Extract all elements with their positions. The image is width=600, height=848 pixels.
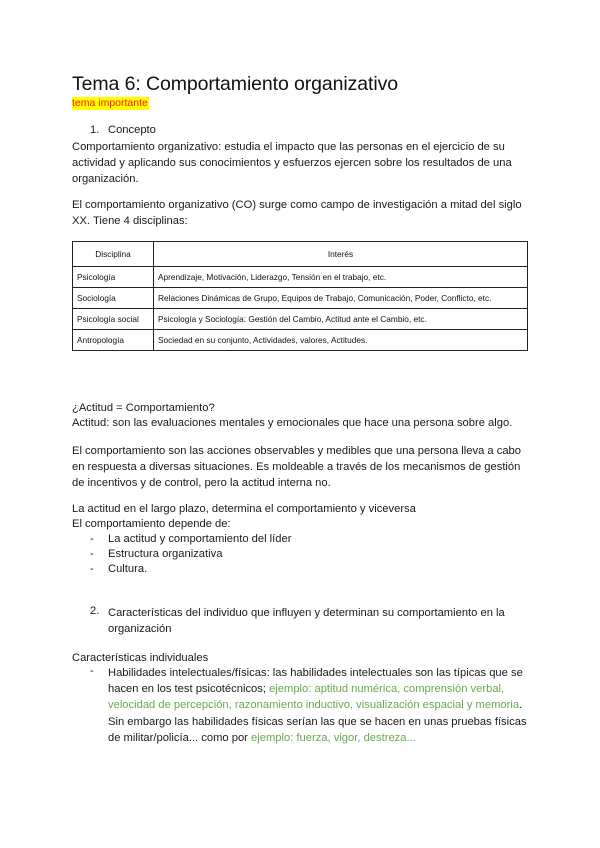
page-title: Tema 6: Comportamiento organizativo — [72, 73, 398, 95]
subheading: Características individuales — [72, 652, 209, 664]
table-row: Psicología Aprendizaje, Motivación, Liderazgo, Tensión en el trabajo, etc. — [73, 267, 528, 288]
attitude-question: ¿Actitud = Comportamiento? — [72, 402, 215, 414]
list-item: La actitud y comportamiento del líder — [108, 533, 292, 545]
list-item: Estructura organizativa — [108, 548, 223, 560]
bullet-marker: - — [90, 533, 94, 545]
important-highlight: tema importante — [72, 97, 148, 109]
table-header: Disciplina — [73, 242, 154, 267]
section-heading: Características del individuo que influyen y determinan su comportamiento en la organización — [108, 607, 505, 636]
table-row: Psicología social Psicología y Sociología: Gestión del Cambio, Actitud ante el Cambio, etc. — [73, 309, 528, 330]
list-item: Habilidades intelectuales/físicas: las habilidades intelectuales son las típicas que se hacen en los test psicotécnicos; ejemplo: aptitud numérica, comprensión verbal, velocidad de percepción, razonamiento inductivo, visualización espacial y memoria. Sin embargo las habilidades físicas serían las que se hacen en unas pruebas físicas de militar/policía... como por ejemplo: fuerza, vigor, destreza... — [108, 667, 527, 744]
example-text: ejemplo: fuerza, vigor, destreza... — [251, 731, 416, 744]
example-text: velocidad de percepción, razonamiento inductivo, visualización espacial y memoria — [108, 699, 520, 712]
list-number: 1. — [90, 124, 100, 136]
attitude-definition: Actitud: son las evaluaciones mentales y emocionales que hace una persona sobre algo. — [72, 417, 513, 429]
table-row: Sociología Relaciones Dinámicas de Grupo, Equipos de Trabajo, Comunicación, Poder, Conflicto, etc. — [73, 288, 528, 309]
table-header: Interés — [154, 242, 528, 267]
definition-paragraph: Comportamiento organizativo: estudia el impacto que las personas en el ejercicio de su actividad y aplicando sus conocimientos y esfuerzos ejercen sobre los resultados de una organización. — [72, 141, 512, 186]
list-number: 2. — [90, 605, 100, 617]
table-row: Antropología Sociedad en su conjunto, Actividades, valores, Actitudes. — [73, 330, 528, 351]
bullet-marker: - — [90, 665, 94, 677]
section-heading: Concepto — [108, 124, 156, 136]
intro-paragraph: El comportamiento organizativo (CO) surge como campo de investigación a mitad del siglo XX. Tiene 4 disciplinas: — [72, 199, 522, 228]
disciplines-table — [72, 241, 528, 351]
bullet-marker: - — [90, 563, 94, 575]
list-item: Cultura. — [108, 563, 148, 575]
longterm-text: La actitud en el largo plazo, determina el comportamiento y viceversa — [72, 503, 416, 515]
example-text: ejemplo: aptitud numérica, comprensión verbal, — [269, 683, 505, 696]
depends-text: El comportamiento depende de: — [72, 518, 231, 530]
behavior-paragraph: El comportamiento son las acciones observables y medibles que una persona lleva a cabo en respuesta a diversas situaciones. Es moldeable a través de los mecanismos de gestión de incentivos y de control, pero la actitud interna no. — [72, 445, 522, 490]
bullet-marker: - — [90, 548, 94, 560]
